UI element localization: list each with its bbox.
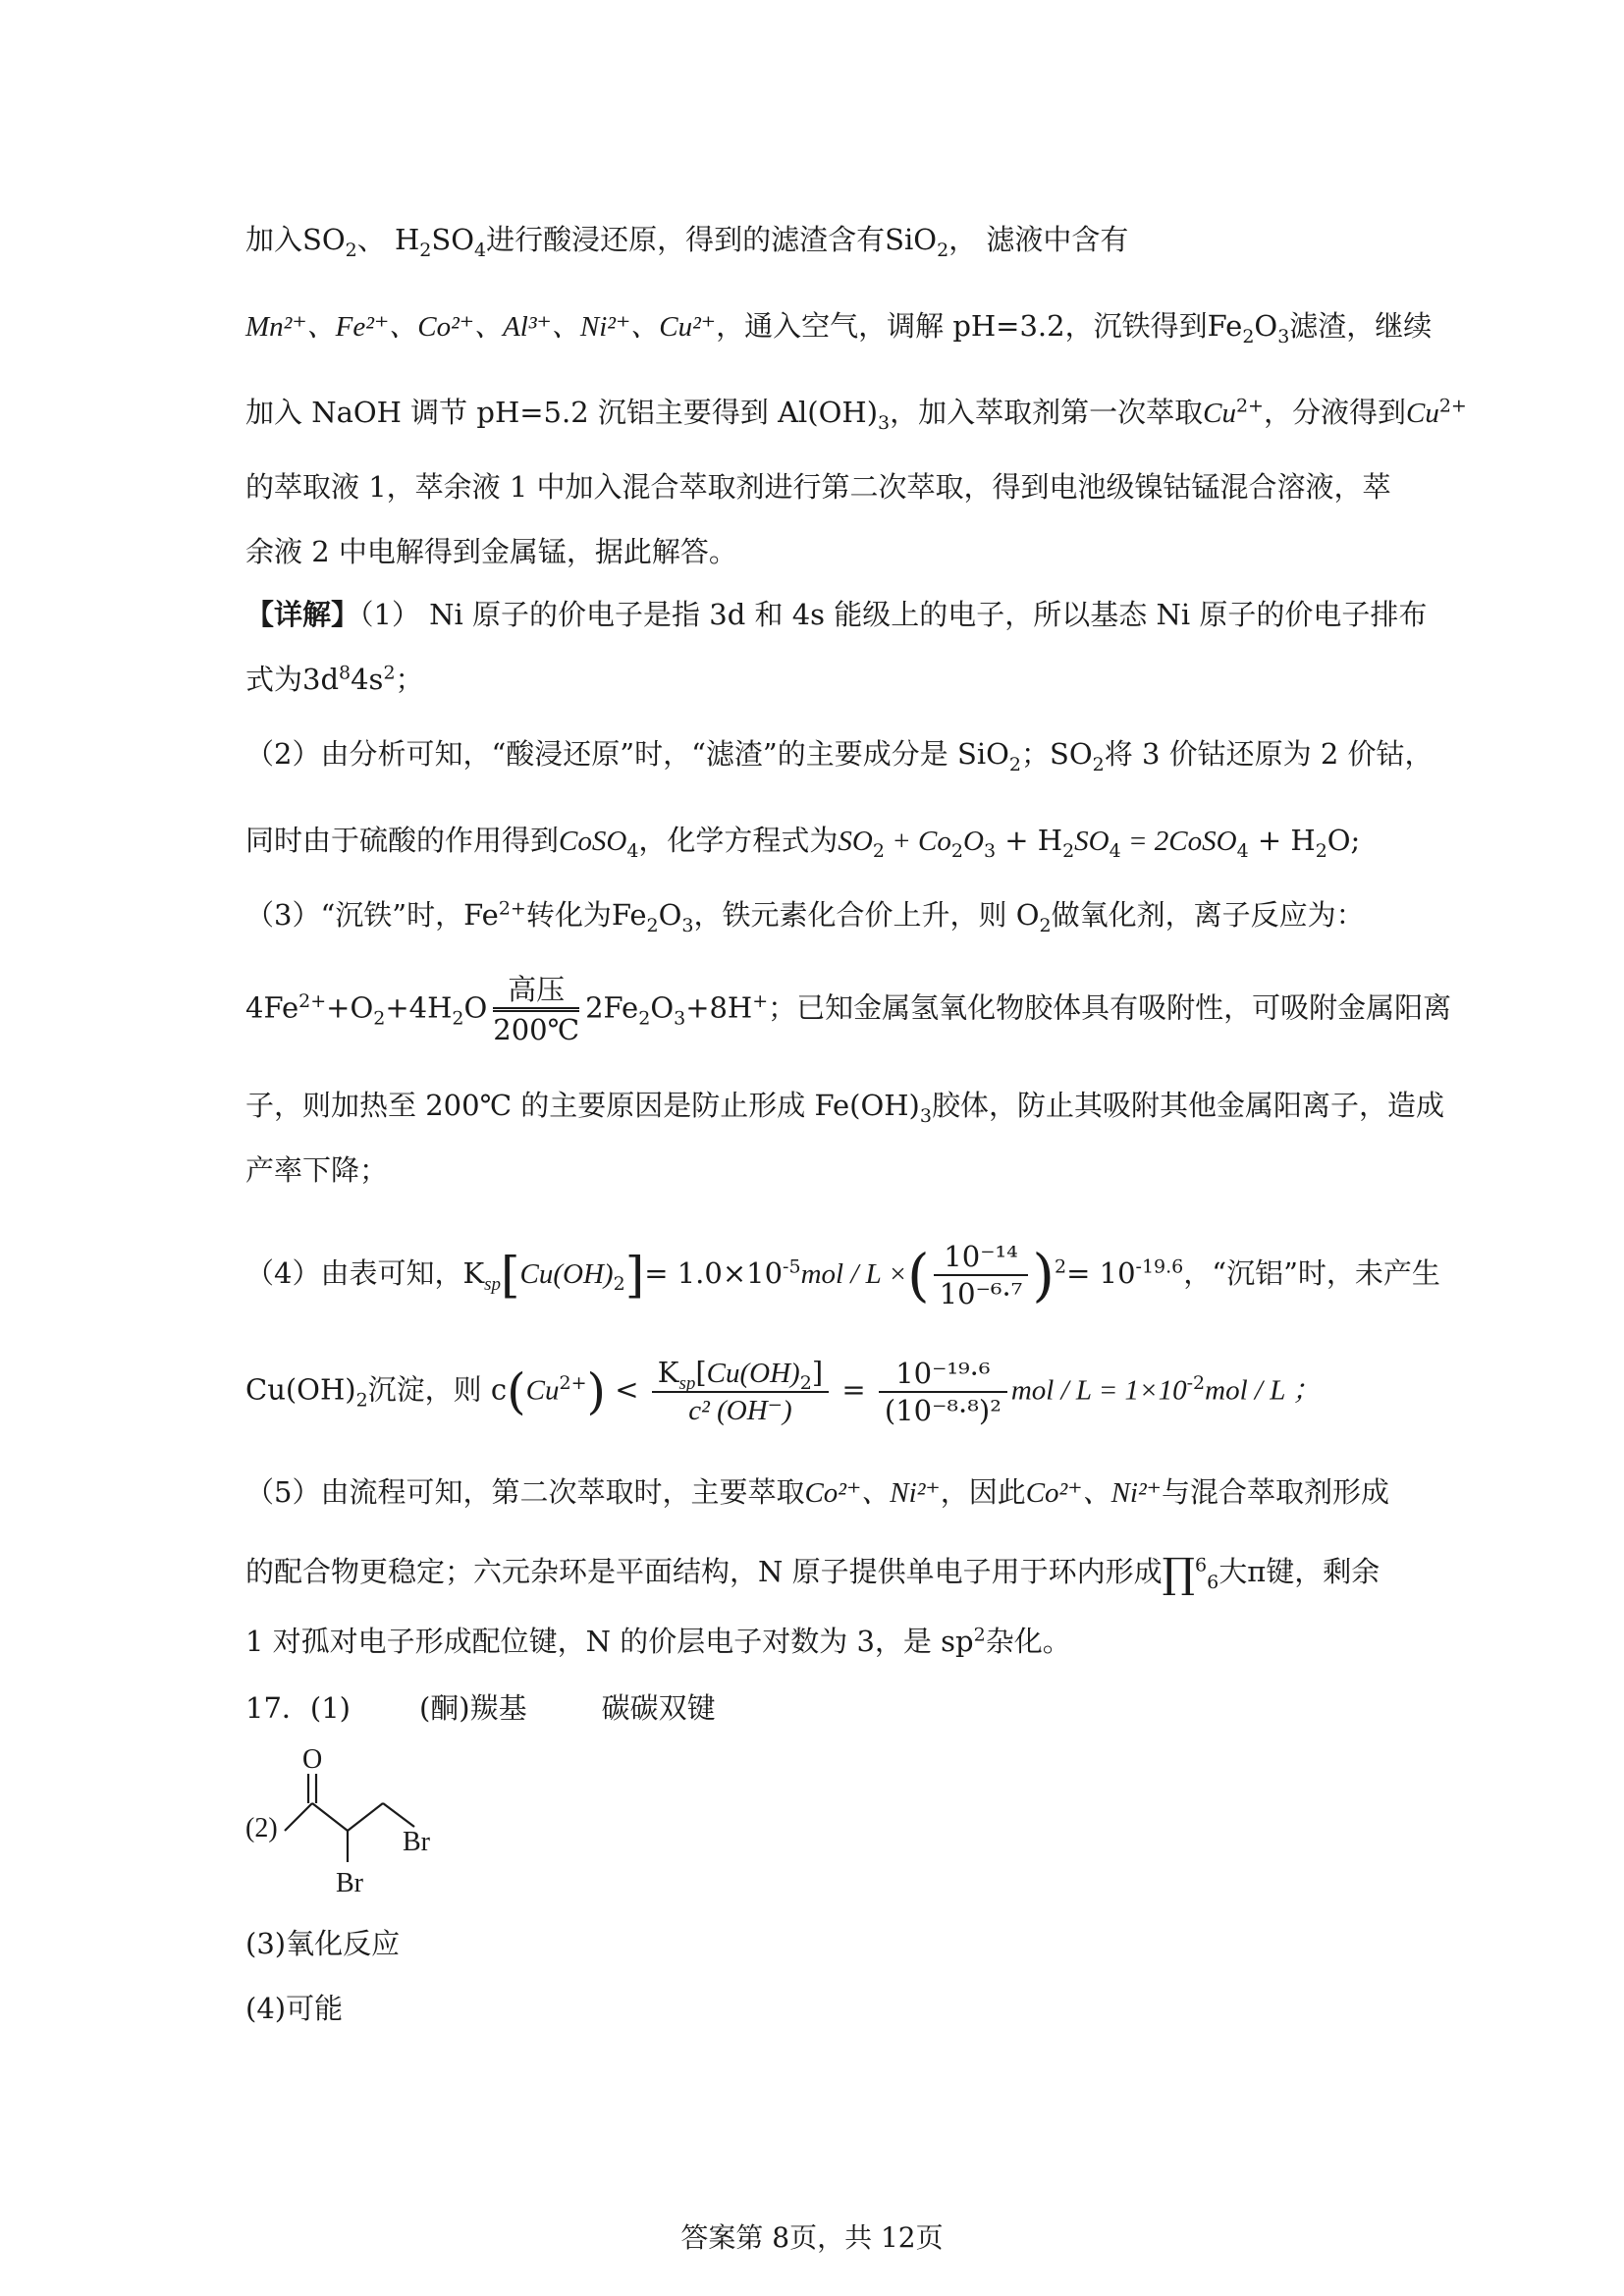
q17-answer-3: (3)氧化反应: [245, 1927, 401, 1960]
equation: O;: [1326, 824, 1361, 857]
equation: = 2CoSO: [1120, 826, 1237, 857]
equation: + H: [996, 824, 1063, 857]
text: 滤渣，继续: [1289, 309, 1433, 343]
question-number: 17．(1): [245, 1691, 351, 1725]
ion: Cu: [1203, 398, 1236, 429]
equation: 2Fe: [585, 990, 639, 1025]
text: 4s: [351, 663, 384, 696]
subscript: sp: [678, 1372, 696, 1394]
subscript: sp: [484, 1273, 502, 1295]
formula: SiO: [885, 223, 938, 256]
structure-svg: [245, 1742, 461, 1899]
equation: mol / L ；: [1205, 1374, 1322, 1407]
equation: O: [962, 826, 984, 857]
text: ，化学方程式为: [638, 824, 839, 857]
paren: (: [907, 1242, 930, 1308]
denominator: c² (OH⁻): [688, 1395, 792, 1426]
part-label: (2): [245, 1813, 278, 1843]
formula: Cu(OH): [706, 1358, 800, 1389]
text: 与混合萃取剂形成: [1161, 1475, 1389, 1509]
formula: CoSO: [559, 826, 627, 857]
formula: SO: [302, 223, 346, 256]
text: 胶体，防止其吸附其他金属阳离子，造成: [931, 1089, 1444, 1122]
text: Cu(OH): [245, 1372, 356, 1407]
fraction: [879, 1356, 1007, 1428]
formula: Fe: [1207, 309, 1243, 343]
equation: O: [650, 990, 675, 1025]
text: （2）由分析可知，“酸浸还原”时，“滤渣”的主要成分是 SiO: [245, 737, 1009, 771]
text: ；SO: [1020, 737, 1093, 771]
text-line: 产率下降；: [245, 1153, 389, 1187]
denominator: (10⁻⁸·⁸)²: [884, 1393, 1001, 1427]
text: 式为3d: [245, 663, 340, 696]
equation: mol / L = 1×10: [1010, 1374, 1187, 1407]
denominator: 10⁻⁶·⁷: [939, 1277, 1023, 1310]
equation: + Co: [884, 826, 951, 857]
numerator: 10⁻¹⁴: [934, 1239, 1029, 1276]
q17-answer-1: [245, 1688, 1384, 1728]
equation: SO: [838, 826, 873, 857]
text: 子，则加热至 200℃ 的主要原因是防止形成 Fe(OH): [245, 1089, 920, 1122]
text: 同时由于硫酸的作用得到: [245, 824, 560, 857]
text: （4）由表可知，K: [245, 1256, 485, 1290]
text-line: 的萃取液 1，萃余液 1 中加入混合萃取剂进行第二次萃取，得到电池级镍钴锰混合溶液，萃: [245, 470, 1391, 504]
ion-list: Co²⁺、Ni²⁺: [804, 1477, 941, 1509]
fraction: [652, 1355, 829, 1428]
equation: = 1.0×10: [644, 1256, 784, 1290]
text: 1 对孤对电子形成配位键，N 的价层电子对数为 3，是 sp: [245, 1625, 974, 1658]
text: 、 H: [356, 223, 420, 256]
text: 将 3 价钴还原为 2 价钴，: [1104, 737, 1434, 771]
text-line: （3）“沉铁”时，$Fe^{2+}$转化为$Fe_2O_3$，铁元素化合价上升，则 $O_2$做氧化剂，离子反应为：: [245, 897, 1365, 936]
superscript: -19.6: [1135, 1255, 1184, 1278]
bracket: ]: [624, 1247, 645, 1304]
text-line: Mn²⁺、Fe²⁺、Co²⁺、Al³⁺、Ni²⁺、Cu²⁺，通入空气，调解 pH=3.2，沉铁得到$Fe_2O_3$滤渣，继续: [245, 309, 1433, 347]
text: ，通入空气，调解 pH=3.2，沉铁得到: [716, 309, 1208, 343]
formula: SO: [431, 223, 475, 256]
bromine-atom: Br: [403, 1827, 430, 1857]
equation: SO: [1074, 826, 1110, 857]
condition-bottom: 200℃: [493, 1013, 580, 1046]
text-line: 子，则加热至 200℃ 的主要原因是防止形成 $Fe(OH)_3$胶体，防止其吸附其他金属阳离子，造成: [245, 1089, 1444, 1127]
text-line: 加入$SO_2$、 $H_2SO_4$进行酸浸还原，得到的滤渣含有SiO$_2$， 滤液中含有: [245, 223, 1129, 261]
superscript: 6: [1195, 1554, 1208, 1576]
paren: ): [586, 1362, 607, 1420]
ion-list: Co²⁺、Ni²⁺: [1025, 1477, 1162, 1509]
equation: + H: [1248, 824, 1316, 857]
text: 加入: [245, 223, 303, 256]
ionic-equation-line: $4Fe^{2+}+O_2+4H_2O$ 高压 200℃ $2Fe_2O_3+8H^+$；已知金属氢氧化物胶体具有吸附性，可吸附金属阳离: [245, 973, 1452, 1046]
text: ；已知金属氢氧化物胶体具有吸附性，可吸附金属阳离: [768, 990, 1452, 1025]
equation: O: [463, 990, 488, 1025]
pi-bond-symbol: ∏: [1162, 1549, 1196, 1597]
text: ，因此: [940, 1475, 1026, 1509]
text: ，铁元素化合价上升，则 O: [693, 898, 1040, 932]
bromine-atom: Br: [336, 1868, 363, 1898]
text: ，“沉铝”时，未产生: [1183, 1256, 1440, 1290]
ion: Cu: [525, 1374, 560, 1407]
fraction: [934, 1239, 1029, 1311]
answer: 碳碳双键: [601, 1691, 716, 1725]
text: （1） Ni 原子的价电子是指 3d 和 4s 能级上的电子，所以基态 Ni 原子的价电子排布: [359, 598, 1428, 631]
text: ， 滤液中含有: [948, 223, 1129, 256]
equation: +4H: [385, 990, 453, 1025]
text: ，分液得到: [1263, 396, 1406, 429]
text: 转化为Fe: [525, 898, 647, 932]
text-line: [245, 1472, 1389, 1513]
text: K: [657, 1356, 679, 1389]
numerator: 10⁻¹⁹·⁶: [879, 1356, 1007, 1393]
text: 的配合物更稳定；六元杂环是平面结构，N 原子提供单电子用于环内形成: [245, 1555, 1163, 1588]
structural-formula: [245, 1742, 461, 1899]
ion: Cu: [1406, 398, 1439, 429]
paren: (: [507, 1362, 526, 1420]
text: ；: [395, 663, 424, 696]
text: 大π键，剩余: [1218, 1555, 1380, 1588]
page-footer: 答案第 8页，共 12页: [680, 2221, 944, 2254]
text: 加入 NaOH 调节 pH=5.2 沉铝主要得到 Al(OH): [245, 396, 879, 429]
q17-answer-4: (4)可能: [245, 1992, 344, 2025]
bracket: [: [501, 1247, 520, 1304]
condition-top: 高压: [493, 972, 579, 1012]
text-line: [245, 595, 1428, 634]
text-line: 余液 2 中电解得到金属锰，据此解答。: [245, 535, 737, 568]
text-line: 式为$3d^84s^2$；: [245, 662, 424, 696]
text: （5）由流程可知，第二次萃取时，主要萃取: [245, 1475, 805, 1509]
superscript: -5: [783, 1255, 801, 1278]
text: O: [658, 898, 682, 932]
text-line: [245, 1547, 1384, 1598]
answer: (酮)羰基: [418, 1691, 527, 1725]
text: （3）“沉铁”时，Fe: [245, 898, 499, 932]
reaction-condition: [493, 972, 579, 1047]
text: 进行酸浸还原，得到的滤渣含有: [486, 223, 886, 256]
text: 沉淀，则 c: [367, 1372, 508, 1407]
ksp-line: （4）由表可知，$K_{sp}[Cu(OH)_2]= 1.0\times 10^{-5}mol / L$ ×( $\frac{\text{10⁻¹⁴}}{\text{10⁻⁶·⁷}}$ )$^2= 10^{-19.6}$，“沉铝”时，未产生: [245, 1240, 1440, 1310]
text-line: 加入 NaOH 调节 pH=5.2 沉铝主要得到 $Al(OH)_3$，加入萃取剂第一次萃取$Cu^{2+}$，分液得到$Cu^{2+}$: [245, 395, 1467, 434]
ion-list: Mn²⁺、Fe²⁺、Co²⁺、Al³⁺、Ni²⁺、Cu²⁺: [245, 311, 717, 343]
text: ，加入萃取剂第一次萃取: [890, 396, 1204, 429]
formula: Cu(OH): [519, 1258, 614, 1290]
text-line: （2）由分析可知，“酸浸还原”时，“滤渣”的主要成分是 SiO$_2$；$SO_2$将 3 价钴还原为 2 价钴，: [245, 737, 1434, 775]
superscript: -2: [1186, 1371, 1206, 1394]
equation: 4Fe: [245, 990, 299, 1025]
text: 做氧化剂，离子反应为：: [1051, 898, 1365, 932]
equation: +O: [326, 990, 374, 1025]
text: 杂化。: [985, 1625, 1071, 1658]
equation: +8H: [685, 990, 753, 1025]
text-line: 同时由于硫酸的作用得到CoSO$_4$，化学方程式为$SO_2 + Co_2O_3 + H_2SO_4$ = 2CoSO$_4$ + $H_2O$;: [245, 824, 1361, 862]
inequality-line: $Cu(OH)_2$沉淀，则 $c(Cu^{2+})$ < $\frac{K_{sp}[Cu(OH)_2]}{\text{c² (OH⁻)}}$ = $\frac{\text{10⁻¹⁹·⁶}}{\text{(10⁻⁸·⁸)²}}$ mol / $L = 1\times 10^{-2}mol / L$ ；: [245, 1356, 1322, 1427]
subscript: 6: [1207, 1571, 1219, 1593]
oxygen-atom: O: [302, 1744, 323, 1775]
text-line: [245, 1622, 1384, 1661]
paren: ): [1032, 1242, 1056, 1308]
detail-label: 【详解】: [245, 598, 360, 631]
equation: = 10: [1066, 1256, 1136, 1290]
numerator: $K_{sp}[Cu(OH)_2]$: [652, 1355, 829, 1393]
equation: mol / L ×: [800, 1258, 908, 1290]
superscript: 2: [973, 1624, 986, 1646]
formula: O: [1254, 309, 1278, 343]
